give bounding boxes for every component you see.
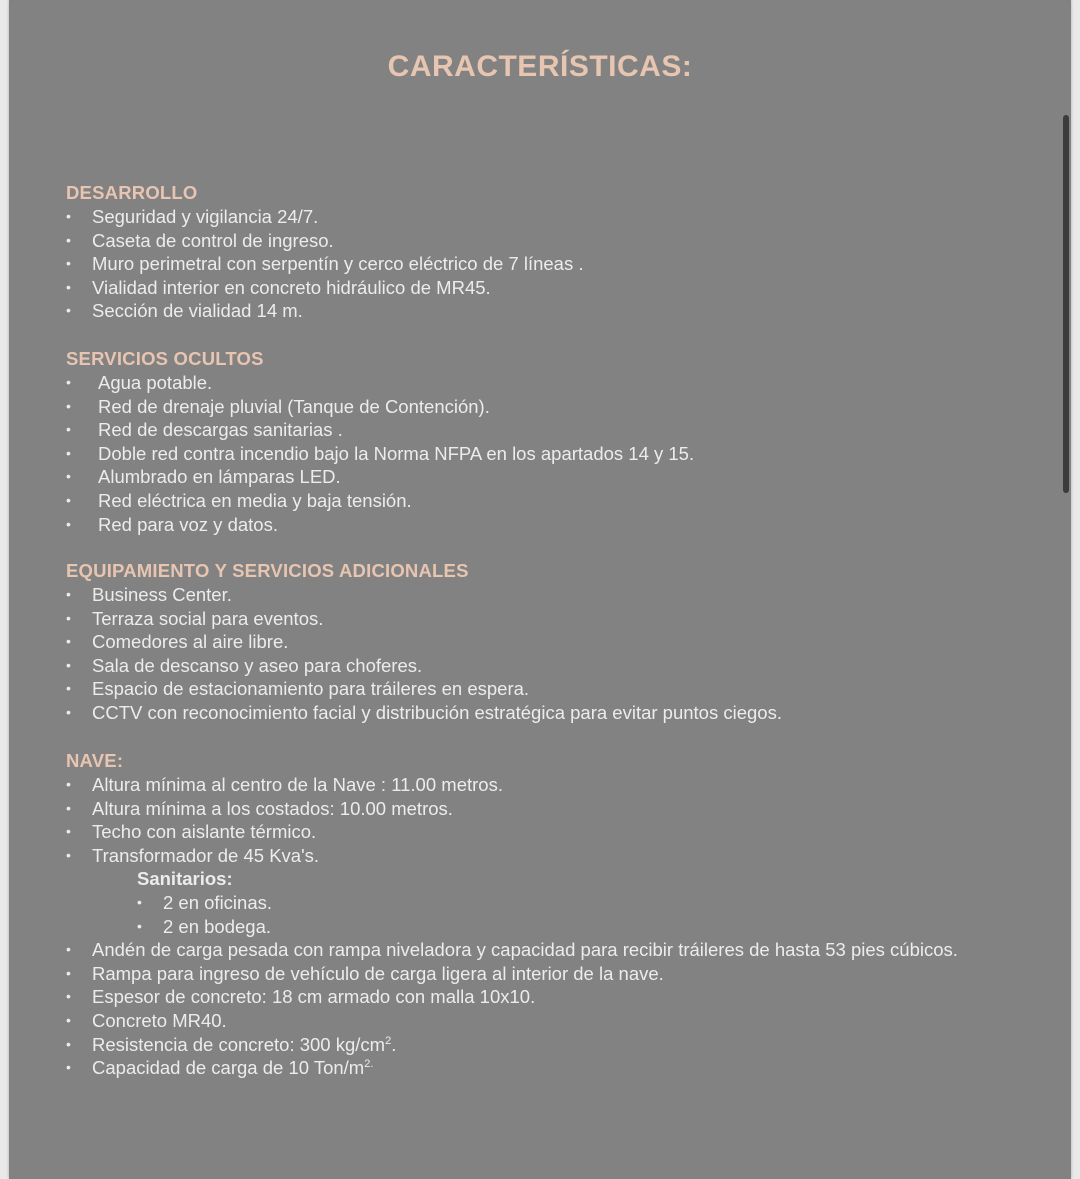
page-title: CARACTERÍSTICAS: — [387, 50, 693, 83]
bullet-icon: • — [66, 799, 71, 816]
list-item-text: Alumbrado en lámparas LED. — [98, 466, 341, 488]
list-item — [66, 229, 334, 253]
bullet-icon: • — [66, 231, 71, 248]
list-item — [66, 773, 503, 797]
list-item-text: Espacio de estacionamiento para tráileres en espera. — [92, 678, 530, 700]
bullet-icon: • — [66, 586, 71, 602]
list-item-text: Agua potable. — [98, 372, 213, 393]
list-item-text: Red de drenaje pluvial (Tanque de Contención). — [98, 395, 490, 417]
section-heading-nave: NAVE: — [66, 750, 124, 771]
list-item-text: Sala de descanso y aseo para choferes. — [92, 654, 423, 676]
section-desarrollo — [66, 181, 584, 323]
section-equipamiento — [66, 559, 782, 725]
list-item — [66, 371, 264, 395]
list-item-text: Red de descargas sanitarias . — [98, 419, 343, 441]
bullet-icon: • — [66, 941, 71, 958]
list-item-text: Red para voz y datos. — [98, 513, 278, 535]
list-item-text: Transformador de 45 Kva's. — [92, 844, 320, 866]
list-item — [66, 465, 341, 489]
bullet-icon: • — [66, 1059, 71, 1076]
list-item — [66, 489, 412, 513]
list-item — [66, 844, 320, 868]
bullet-icon: • — [66, 255, 71, 272]
bullet-icon: • — [66, 468, 71, 485]
bullet-icon: • — [66, 964, 71, 981]
list-item — [66, 938, 958, 962]
list-item-text: Doble red contra incendio bajo la Norma NFPA en los apartados 14 y 15. — [98, 442, 695, 464]
list-item-text: Rampa para ingreso de vehículo de carga ligera al interior de la nave. — [92, 962, 664, 984]
bullet-icon: • — [66, 1011, 71, 1028]
section-nave — [66, 749, 958, 1080]
list-item-text: Business Center. — [92, 584, 232, 605]
list-item-text: Red eléctrica en media y baja tensión. — [98, 489, 412, 511]
list-item — [66, 630, 469, 654]
bullet-icon: • — [66, 397, 71, 414]
list-item — [66, 252, 584, 276]
list-item — [66, 820, 317, 844]
list-item-resistencia — [66, 1033, 397, 1057]
resistencia-end: . — [391, 1033, 397, 1055]
bullet-icon: • — [66, 680, 71, 697]
list-nave-b — [66, 938, 958, 1032]
sublist-item — [66, 915, 272, 939]
bullet-icon: • — [66, 302, 71, 319]
bullet-icon: • — [66, 421, 71, 438]
list-item-text: Terraza social para eventos. — [92, 607, 324, 629]
list-item — [66, 395, 490, 419]
list-item — [66, 205, 319, 229]
list-item-text: Altura mínima a los costados: 10.00 metros. — [92, 797, 453, 819]
bullet-icon: • — [66, 515, 71, 532]
list-item-text: CCTV con reconocimiento facial y distribución estratégica para evitar puntos ciegos. — [92, 701, 782, 723]
list-item — [66, 654, 469, 678]
list-item — [66, 962, 664, 986]
list-item-text: Techo con aislante térmico. — [92, 821, 317, 843]
bullet-icon: • — [66, 633, 71, 650]
section-heading-equipamiento: EQUIPAMIENTO Y SERVICIOS ADICIONALES — [66, 560, 469, 581]
list-servicios — [66, 371, 695, 536]
list-item — [66, 677, 530, 701]
bullet-icon: • — [137, 917, 142, 934]
sublist-item-text: 2 en bodega. — [163, 915, 272, 937]
list-item — [66, 985, 536, 1009]
capacidad-sup: 2. — [364, 1057, 374, 1070]
bullet-icon: • — [66, 208, 71, 224]
list-equipamiento — [66, 583, 782, 725]
bullet-icon: • — [66, 278, 71, 295]
resistencia-sup: 2 — [385, 1034, 392, 1047]
list-item — [66, 701, 782, 725]
list-item — [66, 583, 469, 607]
list-item — [66, 276, 491, 300]
list-item — [66, 513, 278, 537]
list-item-text: Vialidad interior en concreto hidráulico de MR45. — [92, 276, 491, 298]
resistencia-text: Resistencia de concreto: 300 kg/cm — [92, 1033, 386, 1055]
list-nave-a — [66, 773, 503, 867]
list-item-capacidad — [66, 1056, 374, 1080]
bullet-icon: • — [66, 374, 71, 390]
bullet-icon: • — [66, 846, 71, 863]
bullet-icon: • — [66, 491, 71, 508]
list-item-text: Seguridad y vigilancia 24/7. — [92, 206, 319, 227]
capacidad-text: Capacidad de carga de 10 Ton/m — [92, 1057, 365, 1079]
list-item — [66, 797, 453, 821]
list-item-text: Muro perimetral con serpentín y cerco eléctrico de 7 líneas . — [92, 253, 584, 275]
bullet-icon: • — [66, 656, 71, 673]
list-item-text: Concreto MR40. — [92, 1009, 227, 1031]
bullet-icon: • — [137, 893, 142, 910]
sublist-item — [66, 891, 273, 915]
list-item-text: Comedores al aire libre. — [92, 631, 289, 653]
bullet-icon: • — [66, 776, 71, 792]
bullet-icon: • — [66, 703, 71, 720]
section-heading-desarrollo: DESARROLLO — [66, 182, 198, 203]
section-servicios-ocultos — [66, 347, 695, 536]
list-item-text: Caseta de control de ingreso. — [92, 229, 334, 251]
bullet-icon: • — [66, 988, 71, 1005]
list-item — [66, 418, 343, 442]
list-item — [66, 607, 469, 631]
document-page — [9, 0, 1071, 1179]
vertical-scrollbar[interactable] — [1063, 115, 1069, 493]
sanitarios-heading: Sanitarios: — [137, 868, 233, 890]
bullet-icon: • — [66, 609, 71, 626]
list-item-text: Sección de vialidad 14 m. — [92, 300, 303, 322]
bullet-icon: • — [66, 444, 71, 461]
bullet-icon: • — [66, 1035, 71, 1052]
list-desarrollo — [66, 205, 584, 323]
list-item-text: Altura mínima al centro de la Nave : 11.00 metros. — [92, 774, 503, 795]
bullet-icon: • — [66, 823, 71, 840]
list-item-text: Espesor de concreto: 18 cm armado con malla 10x10. — [92, 986, 536, 1008]
sublist-item-text: 2 en oficinas. — [163, 891, 273, 913]
list-item — [66, 299, 303, 323]
list-item — [66, 1009, 233, 1033]
section-heading-servicios: SERVICIOS OCULTOS — [66, 348, 264, 369]
list-sanitarios — [66, 891, 273, 938]
list-item — [66, 442, 695, 466]
list-item-text: Andén de carga pesada con rampa niveladora y capacidad para recibir tráileres de hasta 53 pies cúbicos. — [92, 939, 958, 961]
